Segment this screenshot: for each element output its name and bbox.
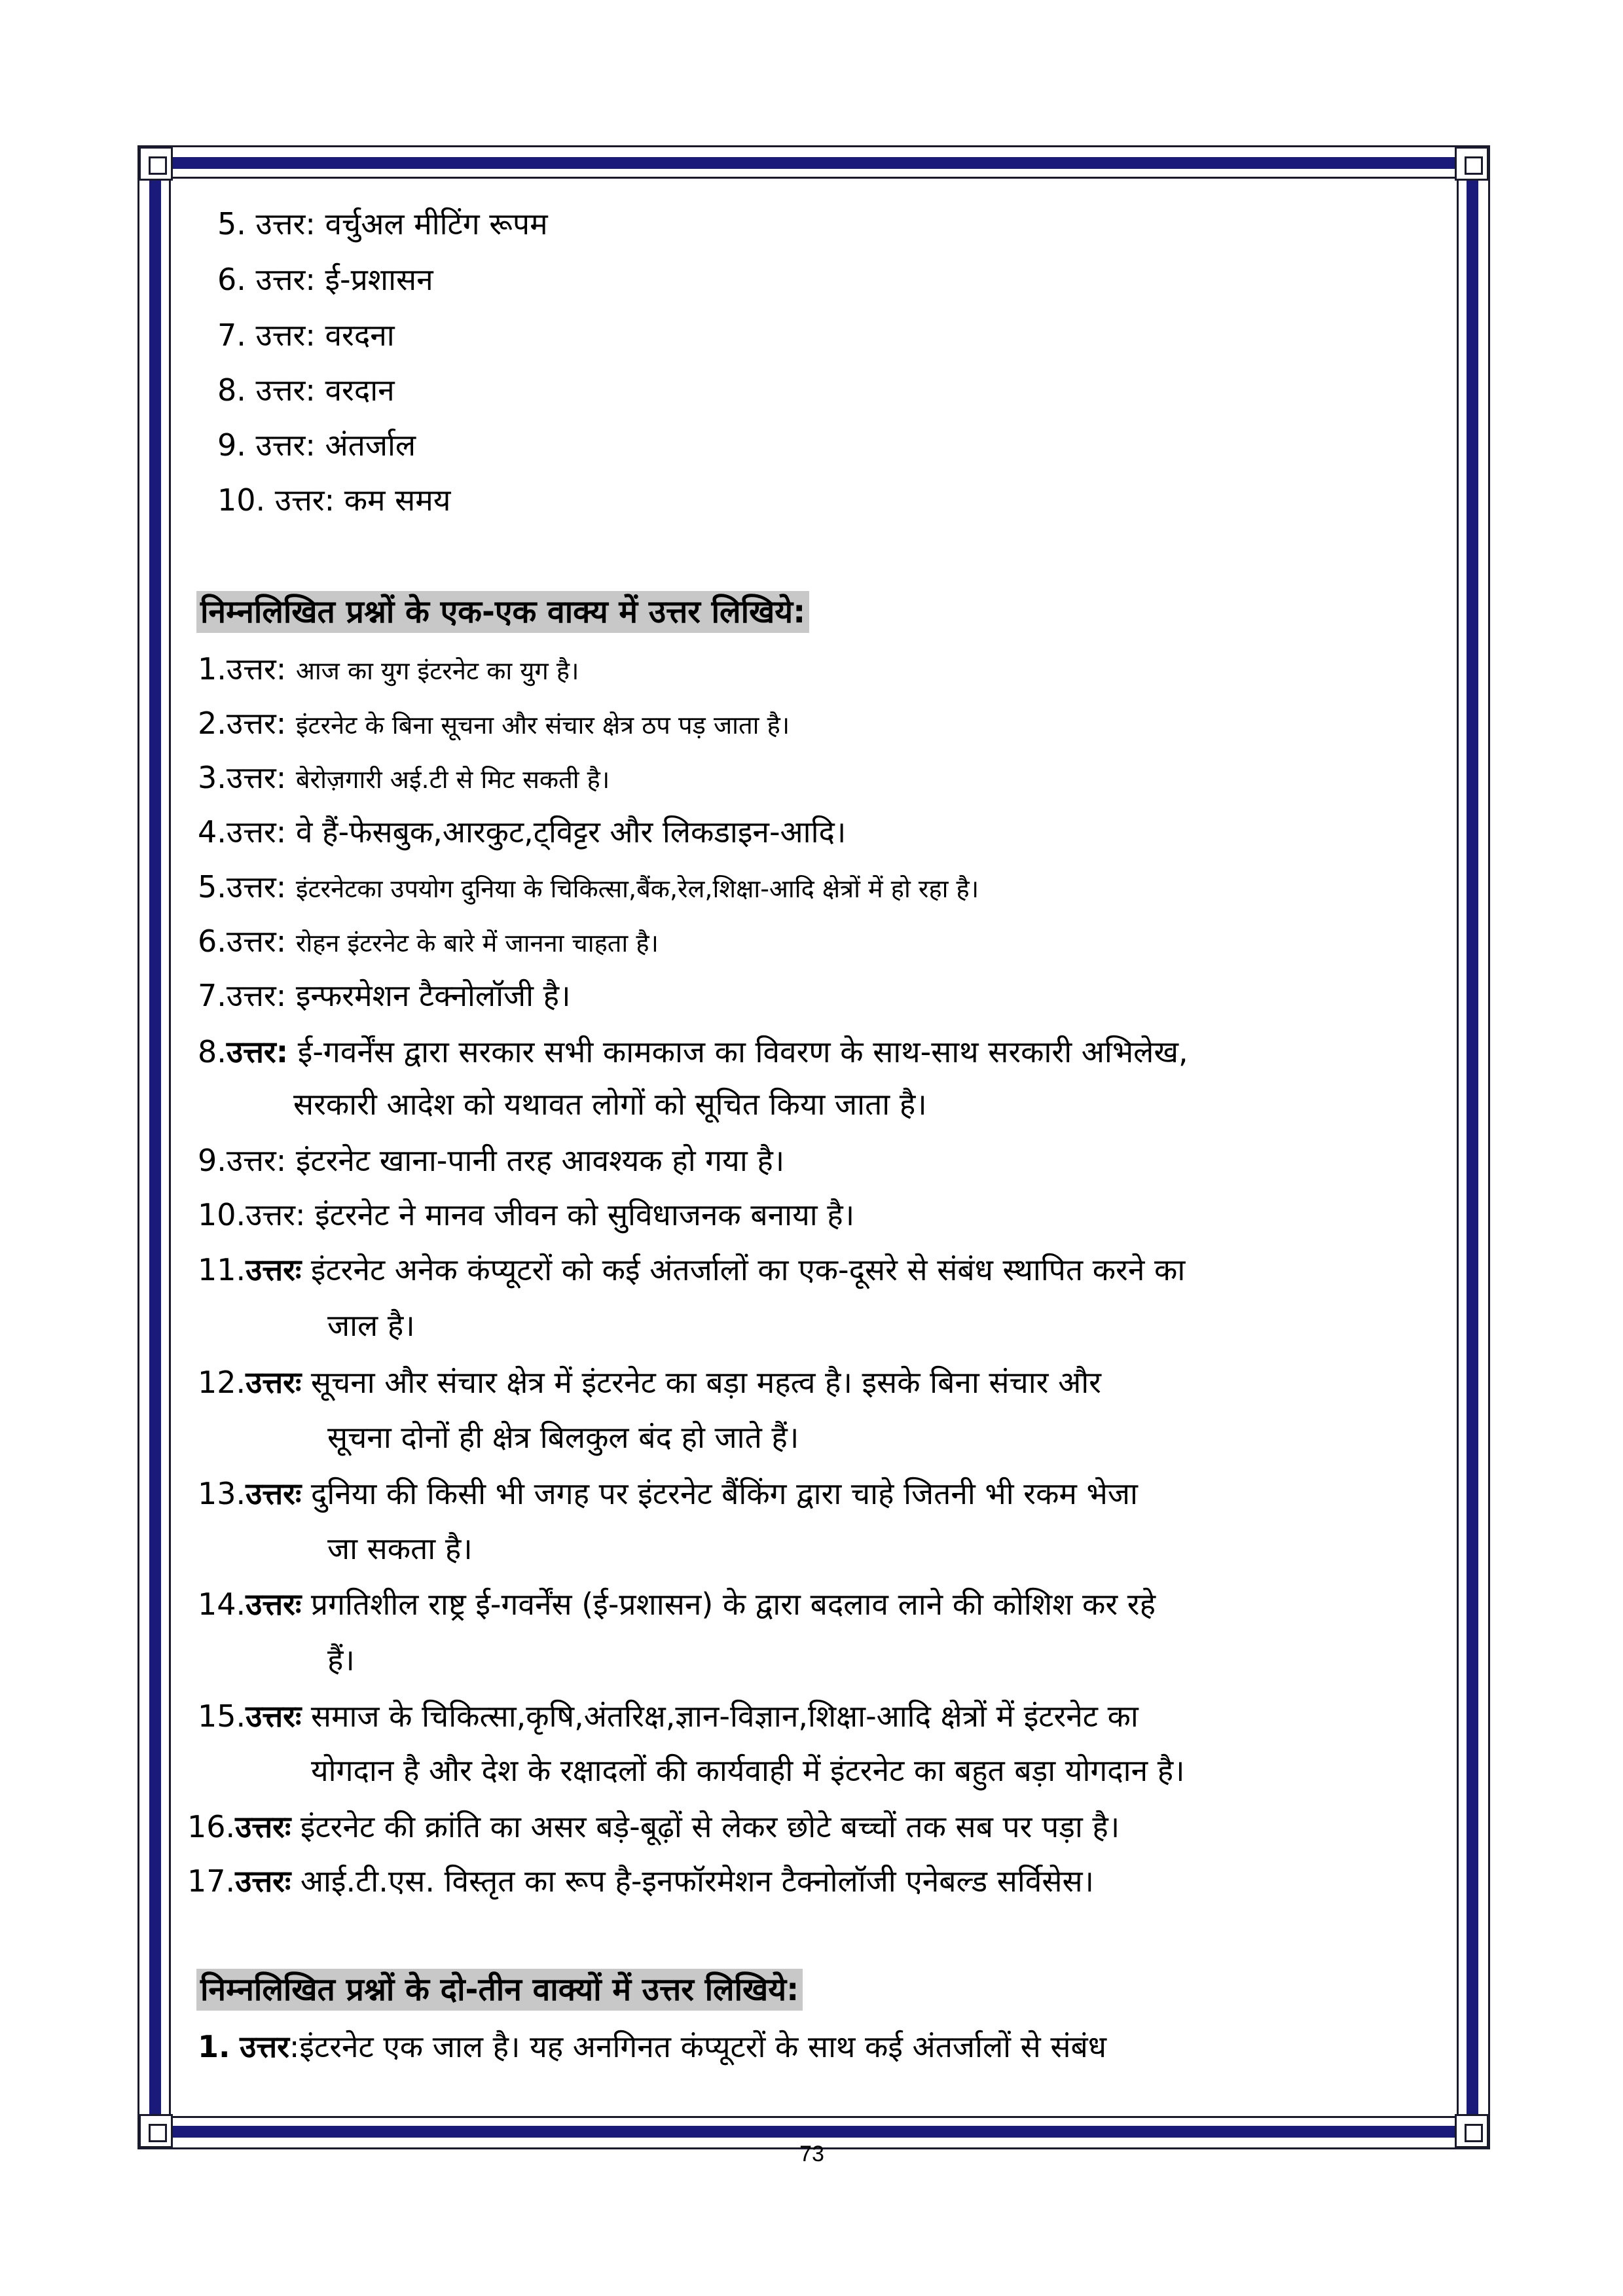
section-heading: निम्नलिखित प्रश्नों के दो-तीन वाक्यों में उत्तर लिखिये:: [196, 1969, 803, 2011]
answer-text: इंटरनेटका उपयोग दुनिया के चिकित्सा,बैंक,रेल,शिक्षा-आदि क्षेत्रों में हो रहा है।: [295, 874, 979, 903]
answer-text: इंटरनेट खाना-पानी तरह आवश्यक हो गया है।: [295, 1143, 785, 1178]
answer-continuation: योगदान है और देश के रक्षादलों की कार्यवाही में इंटरनेट का बहुत बड़ा योगदान है।: [311, 1753, 1185, 1788]
page-number: 73: [799, 2142, 824, 2166]
answer-line: [217, 260, 433, 299]
answer-line: 7.उत्तर: इन्फरमेशन टैक्नोलॉजी है।: [198, 978, 571, 1013]
answer-text: वरदान: [325, 372, 395, 408]
answer-text: सूचना और संचार क्षेत्र में इंटरनेट का बड़ा महत्व है। इसके बिना संचार और: [310, 1365, 1101, 1400]
answer-text: ई-गवर्नेंस द्वारा सरकार सभी कामकाज का विवरण के साथ-साथ सरकारी अभिलेख,: [297, 1034, 1188, 1069]
answer-label: 6. उत्तर:: [217, 262, 316, 297]
answer-line: 2.उत्तर: इंटरनेट के बिना सूचना और संचार क्षेत्र ठप पड़ जाता है।: [198, 706, 790, 741]
border-corner-ornament: [1455, 147, 1489, 181]
answer-text: बेरोज़गारी अई.टी से मिट सकती है।: [295, 765, 610, 794]
answer-continuation: सरकारी आदेश को यथावत लोगों को सूचित किया जाता है।: [293, 1086, 927, 1122]
answer-text: ई-प्रशासन: [325, 262, 433, 297]
answer-line: 6.उत्तर: रोहन इंटरनेट के बारे में जानना चाहता है।: [198, 924, 659, 959]
answer-line: 1.उत्तर: आज का युग इंटरनेट का युग है।: [198, 651, 579, 687]
answer-text: इंटरनेट के बिना सूचना और संचार क्षेत्र ठप पड़ जाता है।: [295, 711, 790, 740]
answer-text: इन्फरमेशन टैक्नोलॉजी है।: [295, 978, 571, 1013]
answer-text: वरदना: [325, 317, 395, 353]
answer-text: वर्चुअल मीटिंग रूपम: [325, 206, 548, 242]
border-corner-ornament: [139, 2114, 173, 2148]
answer-line: 5.उत्तर: इंटरनेटका उपयोग दुनिया के चिकित्सा,बैंक,रेल,शिक्षा-आदि क्षेत्रों में हो रहा है।: [198, 869, 979, 905]
answer-text: अंतर्जाल: [325, 427, 416, 463]
answer-label: 10. उत्तर:: [217, 482, 335, 518]
answer-line: [217, 425, 416, 465]
answer-text: समाज के चिकित्सा,कृषि,अंतरिक्ष,ज्ञान-विज्ञान,शिक्षा-आदि क्षेत्रों में इंटरनेट का: [310, 1698, 1139, 1734]
answer-text: आई.टी.एस. विस्तृत का रूप है-इनफॉरमेशन टैक्नोलॉजी एनेबल्ड सर्विसेस।: [300, 1863, 1094, 1899]
answer-text: आज का युग इंटरनेट का युग है।: [295, 656, 579, 685]
answer-line: 16.उत्तरः इंटरनेट की क्रांति का असर बड़े-बूढ़ों से लेकर छोटे बच्चों तक सब पर पड़ा है।: [187, 1809, 1120, 1844]
border-corner-ornament: [139, 147, 173, 181]
answer-label: 8. उत्तर:: [217, 372, 316, 408]
answer-label: 7. उत्तर:: [217, 317, 316, 353]
answer-line: 1. उत्तर:इंटरनेट एक जाल है। यह अनगिनत कंप्यूटरों के साथ कई अंतर्जालों से संबंध: [198, 2029, 1107, 2064]
answer-text: रोहन इंटरनेट के बारे में जानना चाहता है।: [295, 929, 659, 958]
answer-line: 17.उत्तरः आई.टी.एस. विस्तृत का रूप है-इनफॉरमेशन टैक्नोलॉजी एनेबल्ड सर्विसेस।: [187, 1863, 1094, 1899]
section-heading: निम्नलिखित प्रश्नों के एक-एक वाक्य में उत्तर लिखिये:: [196, 591, 809, 633]
answer-line: 8.उत्तर: ई-गवर्नेंस द्वारा सरकार सभी कामकाज का विवरण के साथ-साथ सरकारी अभिलेख,: [198, 1034, 1188, 1069]
answer-continuation: जा सकता है।: [327, 1531, 473, 1566]
border-corner-ornament: [1455, 2114, 1489, 2148]
answer-continuation: सूचना दोनों ही क्षेत्र बिलकुल बंद हो जाते हैं।: [327, 1420, 799, 1455]
answer-line: 12.उत्तरः सूचना और संचार क्षेत्र में इंटरनेट का बड़ा महत्व है। इसके बिना संचार और: [198, 1365, 1101, 1400]
answer-text: प्रगतिशील राष्ट्र ई-गवर्नेंस (ई-प्रशासन) के द्वारा बदलाव लाने की कोशिश कर रहे: [310, 1587, 1156, 1622]
answer-line: [217, 204, 548, 243]
answer-line: [217, 480, 450, 520]
answer-text: इंटरनेट ने मानव जीवन को सुविधाजनक बनाया है।: [315, 1197, 855, 1232]
answer-line: 10.उत्तर: इंटरनेट ने मानव जीवन को सुविधाजनक बनाया है।: [198, 1197, 855, 1232]
answer-continuation: जाल है।: [327, 1308, 415, 1343]
answer-text: कम समय: [344, 482, 451, 518]
answer-line: [217, 370, 395, 410]
answer-line: 3.उत्तर: बेरोज़गारी अई.टी से मिट सकती है।: [198, 760, 610, 795]
answer-label: 9. उत्तर:: [217, 427, 316, 463]
answer-text: दुनिया की किसी भी जगह पर इंटरनेट बैंकिंग द्वारा चाहे जितनी भी रकम भेजा: [310, 1476, 1138, 1511]
answer-line: 15.उत्तरः समाज के चिकित्सा,कृषि,अंतरिक्ष,ज्ञान-विज्ञान,शिक्षा-आदि क्षेत्रों में इंटरनेट का: [198, 1698, 1139, 1734]
answer-line: 4.उत्तर: वे हैं-फेसबुक,आरकुट,ट्विट्टर और लिकडाइन-आदि।: [198, 814, 847, 850]
answer-label: 5. उत्तर:: [217, 206, 316, 242]
answer-continuation: हैं।: [327, 1642, 355, 1677]
answer-line: 14.उत्तरः प्रगतिशील राष्ट्र ई-गवर्नेंस (ई-प्रशासन) के द्वारा बदलाव लाने की कोशिश कर रहे: [198, 1587, 1156, 1622]
answer-line: 11.उत्तरः इंटरनेट अनेक कंप्यूटरों को कई अंतर्जालों का एक-दूसरे से संबंध स्थापित करने का: [198, 1252, 1186, 1287]
answer-text: :इंटरनेट एक जाल है। यह अनगिनत कंप्यूटरों के साथ कई अंतर्जालों से संबंध: [289, 2029, 1107, 2064]
answer-text: इंटरनेट अनेक कंप्यूटरों को कई अंतर्जालों का एक-दूसरे से संबंध स्थापित करने का: [310, 1252, 1186, 1287]
answer-text: इंटरनेट की क्रांति का असर बड़े-बूढ़ों से लेकर छोटे बच्चों तक सब पर पड़ा है।: [300, 1809, 1120, 1844]
answer-line: [217, 315, 395, 355]
answer-line: 13.उत्तरः दुनिया की किसी भी जगह पर इंटरनेट बैंकिंग द्वारा चाहे जितनी भी रकम भेजा: [198, 1476, 1138, 1511]
answer-line: 9.उत्तर: इंटरनेट खाना-पानी तरह आवश्यक हो गया है।: [198, 1143, 785, 1178]
answer-text: वे हैं-फेसबुक,आरकुट,ट्विट्टर और लिकडाइन-आदि।: [295, 814, 847, 850]
